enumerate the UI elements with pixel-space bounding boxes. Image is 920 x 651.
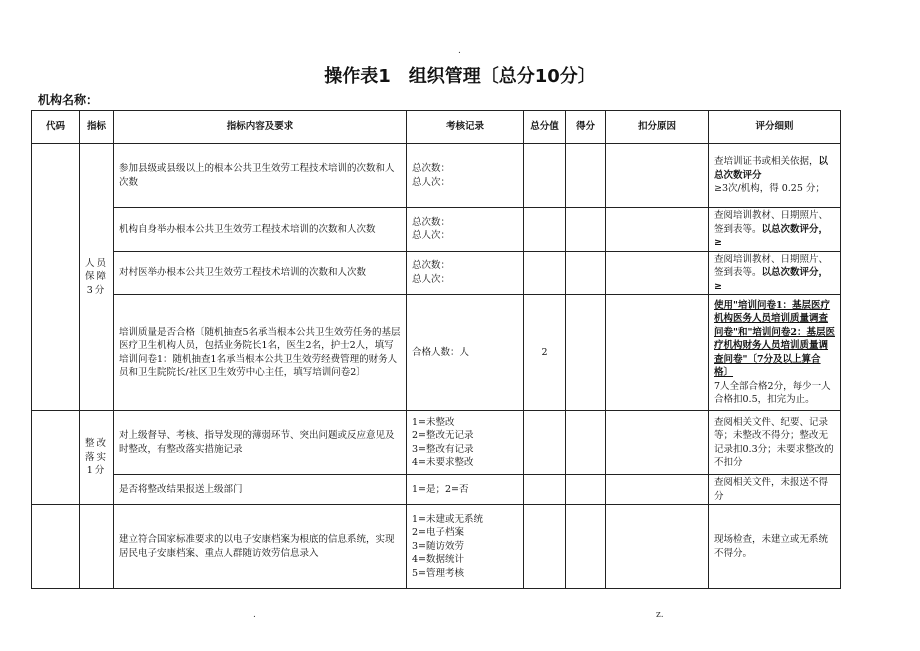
assessment-table [31, 110, 841, 589]
header-row [32, 111, 841, 144]
content-cell: 参加县级或县级以上的根本公共卫生效劳工程技术培训的次数和人次数 [114, 144, 407, 208]
record-line: 总人次： [412, 230, 451, 242]
org-name-label: 机构名称： [38, 93, 99, 107]
header-detail: 评分细则 [709, 111, 841, 144]
score-cell [566, 475, 606, 505]
header-total: 总分值 [524, 111, 566, 144]
total-cell [524, 505, 566, 589]
record-cell [407, 411, 524, 475]
record-cell [407, 208, 524, 252]
code-cell [32, 144, 80, 411]
header-reason: 扣分原因 [606, 111, 709, 144]
record-cell [407, 144, 524, 208]
record-cell [407, 505, 524, 589]
header-score: 得分 [566, 111, 606, 144]
table-row [32, 251, 841, 295]
option-line: 2=整改无记录 [412, 430, 474, 441]
record-line: 总次数： [412, 163, 451, 174]
score-cell [566, 251, 606, 295]
option-line: 3=整改有记录 [412, 443, 474, 455]
detail-bold: 以总次数评分，≥ [714, 223, 829, 248]
content-cell: 是否将整改结果报送上级部门 [114, 475, 407, 505]
detail-cell [709, 251, 841, 295]
detail-cell: 现场检查，未建立或无系统不得分。 [709, 505, 841, 589]
detail-cell: 查阅相关文件，未报送不得分 [709, 475, 841, 505]
record-cell [407, 251, 524, 295]
indicator-cell: 整改落实1分 [80, 411, 114, 505]
total-cell: 2 [524, 295, 566, 411]
reason-cell [606, 208, 709, 252]
detail-text: 查阅培训教材、日期照片、签到表等。 [714, 210, 829, 235]
indicator-cell [80, 505, 114, 589]
code-cell [32, 505, 80, 589]
option-line: 3=随访效劳 [412, 540, 465, 552]
record-cell: 1=是；2=否 [407, 475, 524, 505]
page-title: 操作表1 组织管理〔总分10分〕 [324, 66, 596, 87]
option-line: 4=未要求整改 [412, 457, 474, 468]
table-row [32, 475, 841, 505]
code-cell [32, 411, 80, 505]
score-cell [566, 505, 606, 589]
detail-rest: 7人全部合格2分，每少一人合格扣0.5，扣完为止。 [714, 380, 831, 405]
detail-cell [709, 144, 841, 208]
total-cell [524, 411, 566, 475]
detail-bold: 以总次数评分，≥ [714, 267, 829, 292]
table-row [32, 208, 841, 252]
option-line: 1=未建或无系统 [412, 513, 484, 525]
top-mark: . [458, 46, 461, 56]
detail-cell [709, 295, 841, 411]
footer-mark-left: . [253, 610, 256, 620]
option-line: 2=电子档案 [412, 527, 465, 539]
total-cell [524, 208, 566, 252]
detail-text: 查培训证书或相关依据， [714, 156, 819, 168]
content-cell: 对村医举办根本公共卫生效劳工程技术培训的次数和人次数 [114, 251, 407, 295]
content-cell: 机构自身举办根本公共卫生效劳工程技术培训的次数和人次数 [114, 208, 407, 252]
option-line: 5=管理考核 [412, 567, 465, 579]
content-cell: 建立符合国家标准要求的以电子安康档案为根底的信息系统，实现居民电子安康档案、重点人群随访效劳信息录入 [114, 505, 407, 589]
reason-cell [606, 475, 709, 505]
content-cell: 对上级督导、考核、指导发现的薄弱环节、突出问题或反应意见及时整改，有整改落实措施记录 [114, 411, 407, 475]
header-code: 代码 [32, 111, 80, 144]
reason-cell [606, 144, 709, 208]
header-indicator: 指标 [80, 111, 114, 144]
total-cell [524, 251, 566, 295]
detail-bold: 以总次数评分 [714, 156, 829, 181]
option-line: 1=未整改 [412, 416, 455, 428]
record-line: 总人次： [412, 273, 451, 285]
score-cell [566, 295, 606, 411]
record-line: 总次数： [412, 260, 451, 272]
reason-cell [606, 251, 709, 295]
score-cell [566, 208, 606, 252]
total-cell [524, 475, 566, 505]
header-record: 考核记录 [407, 111, 524, 144]
option-line: 4=数据统计 [412, 554, 465, 566]
record-cell: 合格人数：人 [407, 295, 524, 411]
detail-cell: 查阅相关文件、纪要、记录等；未整改不得分；整改无记录扣0.3分；未要求整改的不扣分 [709, 411, 841, 475]
detail-cell [709, 208, 841, 252]
detail-underlined: 使用"培训问卷1：基层医疗机构医务人员培训质量调查问卷"和"培训问卷2：基层医疗机构财务人员培训质量调查问卷"〔7分及以上算合格〕 [714, 299, 836, 378]
table-row [32, 144, 841, 208]
indicator-cell: 人员保障3分 [80, 144, 114, 411]
table-row [32, 411, 841, 475]
reason-cell [606, 411, 709, 475]
footer-mark-right: z. [656, 610, 664, 620]
score-cell [566, 411, 606, 475]
record-line: 总次数： [412, 216, 451, 228]
record-line: 总人次： [412, 176, 451, 188]
reason-cell [606, 295, 709, 411]
total-cell [524, 144, 566, 208]
detail-text: 查阅培训教材、日期照片、签到表等。 [714, 253, 829, 278]
table-row [32, 505, 841, 589]
score-cell [566, 144, 606, 208]
content-cell: 培训质量是否合格〔随机抽查5名承当根本公共卫生效劳任务的基层医疗卫生机构人员，包括业务院长1名，医生2名，护士2人，填写培训问卷1：随机抽查1名承当根本公共卫生效劳经费管理的财务人员和卫生院院长/社区卫生效劳中心主任，填写培训问卷2〕 [114, 295, 407, 411]
table-row [32, 295, 841, 411]
detail-rest: ≥3次/机构，得 0.25 分； [714, 183, 825, 195]
header-content: 指标内容及要求 [114, 111, 407, 144]
reason-cell [606, 505, 709, 589]
